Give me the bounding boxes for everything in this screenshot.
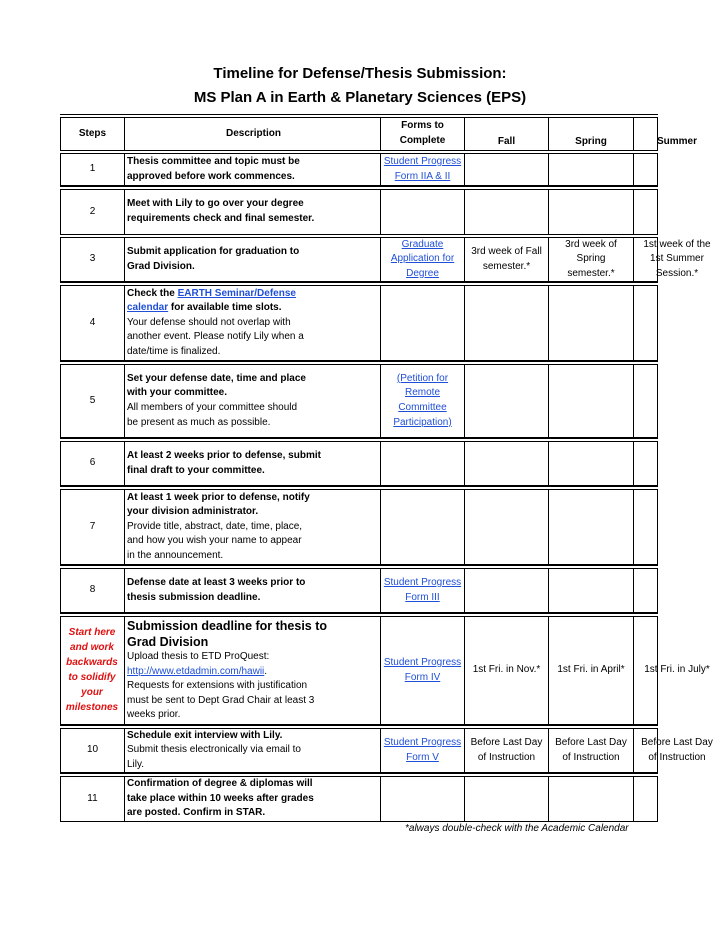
table-row [60,616,710,725]
step-description: Defense date at least 3 weeks prior to thesis submission deadline. [125,569,381,612]
header-forms: Forms to Complete [381,118,465,150]
step-description: At least 2 weeks prior to defense, submit final draft to your committee. [125,442,381,485]
fall-cell [465,490,549,564]
spring-cell [549,442,634,485]
etd-proquest-link[interactable]: http://www.etdadmin.com/hawii [127,665,265,677]
summer-cell [634,442,720,485]
step-description: Submit application for graduation to Grad Division. [125,238,381,281]
summer-cell [634,490,720,564]
step-description: Thesis committee and topic must be approved before work commences. [125,154,381,185]
forms-cell [381,490,465,564]
step-description: Confirmation of degree & diplomas will take place within 10 weeks after grades are posted. Confirm in STAR. [125,777,381,821]
summer-cell: 1st Fri. in July* [644,664,710,676]
step-number: 8 [61,569,125,612]
form-link-graduate-application[interactable]: Graduate Application for Degree [381,238,465,281]
earth-seminar-calendar-link-2[interactable]: calendar [127,302,169,314]
spring-cell [549,365,634,437]
spring-cell: Before Last Day of Instruction [549,729,634,772]
header-description: Description [125,118,381,150]
spring-cell [549,286,634,360]
step-description: Submission deadline for thesis to Grad Division Upload thesis to ETD ProQuest: http://www.etdadmin.com/hawii. Requests for extensions with justification must be sent to Dept Grad Chair at least 3 weeks prior. [125,617,381,724]
earth-seminar-calendar-link[interactable]: EARTH Seminar/Defense [177,287,296,299]
table-row [60,568,658,613]
start-here-note: Start here and work backwards to solidify your milestones [65,627,119,713]
fall-cell: Before Last Day of Instruction [465,729,549,772]
fall-cell [465,365,549,437]
table-row [60,237,711,282]
summer-cell [634,154,720,185]
forms-cell [381,190,465,234]
forms-cell [381,777,465,821]
step-description: Schedule exit interview with Lily. Submit thesis electronically via email to Lily. [125,729,381,772]
step-number: 6 [61,442,125,485]
header-spring: Spring [549,118,634,150]
step-number: 11 [61,777,125,821]
forms-cell [381,442,465,485]
form-link-petition-remote-committee[interactable]: (Petition for Remote Committee Participation) [381,365,465,437]
fall-cell [465,569,549,612]
step-number: 5 [61,365,125,437]
step-number: 3 [61,238,125,281]
table-row [60,285,658,361]
table-row [60,441,658,486]
step-number: 2 [61,190,125,234]
summer-cell [634,365,720,437]
step-description: At least 1 week prior to defense, notify your division administrator. Provide title, abstract, date, time, place, and how you wish your name to appear in the announcement. [125,490,381,564]
table-row [60,364,658,438]
table-row [60,728,713,773]
page-subtitle: MS Plan A in Earth & Planetary Sciences (EPS) [193,89,527,106]
header-steps: Steps [61,118,125,150]
spring-cell [549,777,634,821]
fall-cell [465,777,549,821]
spring-cell [549,190,634,234]
spring-cell: 1st Fri. in April* [549,617,634,724]
step-number: 7 [61,490,125,564]
fall-cell: 3rd week of Fall semester.* [465,238,549,281]
form-link-student-progress-v[interactable]: Student Progress Form V [381,729,465,772]
table-row [60,153,658,186]
spring-cell [549,154,634,185]
step-description: Check the EARTH Seminar/Defense calendar for available time slots. Your defense should not overlap with another event. Please notify Lily when a date/time is finalized. [125,286,381,360]
step-number: 1 [61,154,125,185]
page-title: Timeline for Defense/Thesis Submission: [213,65,507,82]
summer-cell: 1st week of the 1st Summer Session.* [643,238,711,279]
form-link-student-progress-iv[interactable]: Student Progress Form IV [381,617,465,724]
summer-cell [634,190,720,234]
step-number: 4 [61,286,125,360]
header-summer: Summer [656,136,697,148]
fall-cell [465,442,549,485]
footnote: *always double-check with the Academic Calendar [405,823,629,834]
forms-cell [381,286,465,360]
table-row [60,489,658,565]
step-description: Set your defense date, time and place with your committee. All members of your committee should be present as much as possible. [125,365,381,437]
summer-cell [634,777,720,821]
spring-cell [549,569,634,612]
step-number: 10 [61,729,125,772]
fall-cell: 1st Fri. in Nov.* [465,617,549,724]
table-header-row [60,117,697,151]
summer-cell: Before Last Day of Instruction [641,736,713,763]
spring-cell: 3rd week of Spring semester.* [549,238,634,281]
table-row [60,189,658,235]
spring-cell [549,490,634,564]
fall-cell [465,154,549,185]
fall-cell [465,190,549,234]
step-description: Meet with Lily to go over your degree requirements check and final semester. [125,190,381,234]
fall-cell [465,286,549,360]
table-row [60,776,658,822]
summer-cell [634,569,720,612]
summer-cell [634,286,720,360]
form-link-student-progress-iia[interactable]: Student Progress Form IIA & II [381,154,465,185]
header-fall: Fall [465,118,549,150]
form-link-student-progress-iii[interactable]: Student Progress Form III [381,569,465,612]
